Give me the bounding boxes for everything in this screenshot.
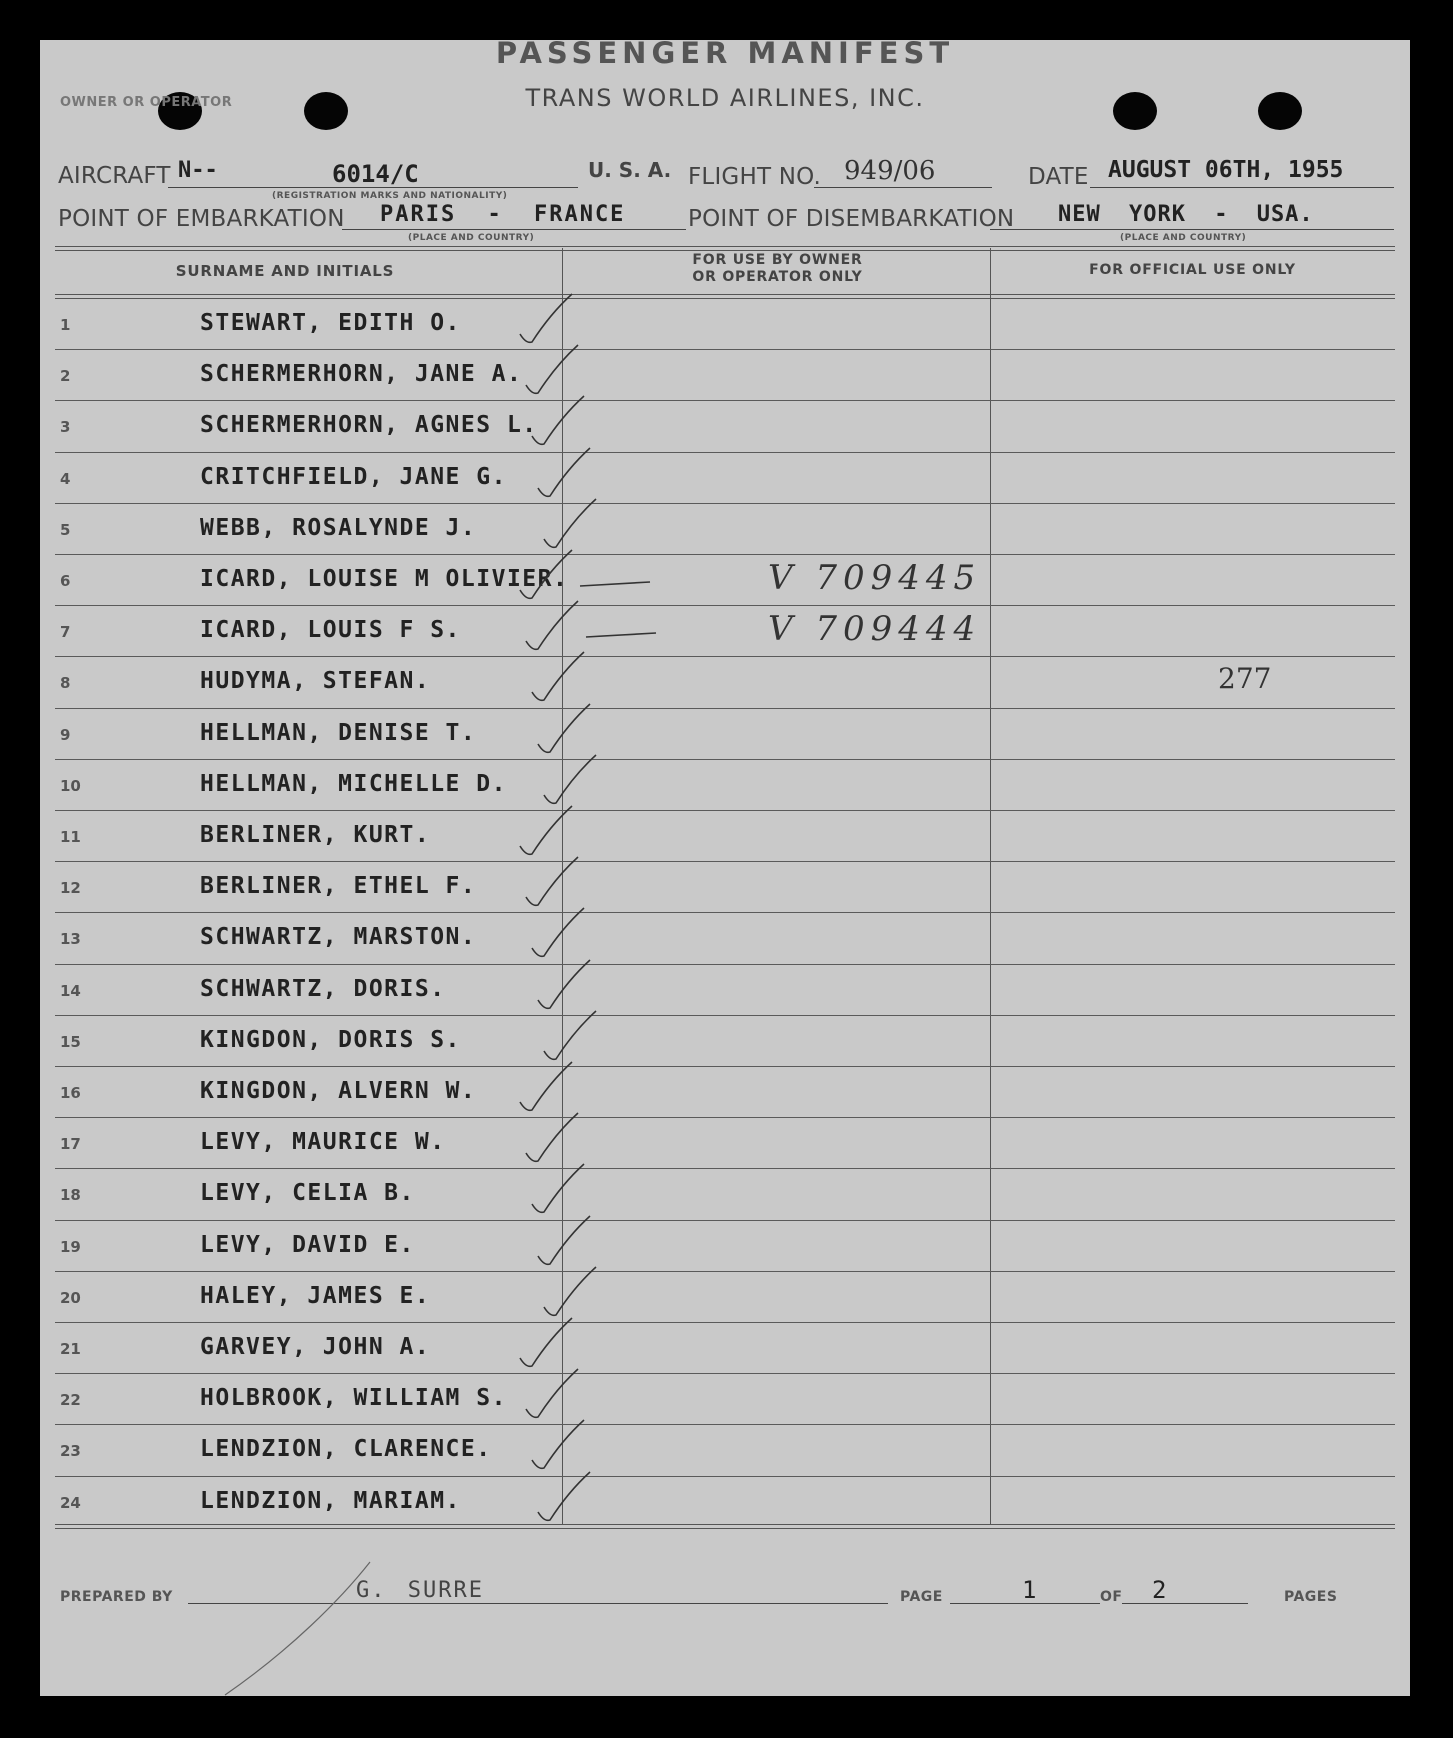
passenger-name: SCHWARTZ, DORIS.	[200, 975, 446, 1002]
row-number: 18	[60, 1186, 81, 1205]
row-number: 9	[60, 725, 71, 744]
row-number: 5	[60, 520, 71, 539]
disembarkation-sublabel: (PLACE AND COUNTRY)	[1120, 233, 1247, 243]
page-total: 2	[1152, 1576, 1167, 1604]
row-number: 22	[60, 1391, 81, 1410]
page-label: PAGE	[900, 1589, 943, 1605]
row-number: 12	[60, 879, 81, 898]
owner-operator-label: OWNER OR OPERATOR	[60, 95, 233, 110]
passenger-name: LEVY, CELIA B.	[200, 1180, 415, 1207]
col-header-surname: SURNAME AND INITIALS	[175, 262, 395, 280]
aircraft-registration: 6014/C	[332, 160, 419, 188]
passenger-name: LENDZION, CLARENCE.	[200, 1436, 492, 1463]
embarkation-sublabel: (PLACE AND COUNTRY)	[408, 233, 535, 243]
col-header-owner-1: FOR USE BY OWNER	[692, 252, 863, 268]
row-number: 6	[60, 572, 71, 590]
row-number: 23	[60, 1442, 81, 1461]
pen-stroke	[220, 1560, 420, 1696]
disembarkation-label: POINT OF DISEMBARKATION	[688, 206, 1015, 232]
col-header-official: FOR OFFICIAL USE ONLY	[1089, 262, 1296, 278]
flight-number: 949/06	[844, 156, 936, 186]
passenger-name: KINGDON, DORIS S.	[200, 1026, 461, 1053]
row-number: 8	[60, 674, 71, 693]
row-number: 15	[60, 1032, 81, 1051]
manifest-sheet	[40, 40, 1410, 1696]
row-number: 11	[60, 828, 81, 846]
operator-note: V 709445	[768, 558, 982, 598]
pages-label: PAGES	[1284, 1589, 1338, 1605]
row-number: 13	[60, 930, 81, 949]
passenger-name: LEVY, DAVID E.	[200, 1231, 415, 1258]
date-label: DATE	[1028, 164, 1089, 190]
row-number: 24	[60, 1493, 81, 1512]
passenger-name: BERLINER, ETHEL F.	[200, 873, 477, 900]
col-header-owner-2: OR OPERATOR ONLY	[692, 269, 863, 285]
passenger-name: HOLBROOK, WILLIAM S.	[200, 1385, 507, 1412]
of-label: OF	[1100, 1589, 1123, 1605]
row-number: 17	[60, 1135, 81, 1154]
passenger-name: LEVY, MAURICE W.	[200, 1129, 446, 1156]
nationality: U. S. A.	[588, 158, 672, 182]
embarkation-label: POINT OF EMBARKATION	[58, 206, 345, 232]
passenger-name: ICARD, LOUISE M OLIVIER.	[200, 566, 569, 592]
embarkation-value: PARIS - FRANCE	[380, 202, 626, 227]
aircraft-sublabel: (REGISTRATION MARKS AND NATIONALITY)	[272, 191, 508, 201]
passenger-name: GARVEY, JOHN A.	[200, 1334, 431, 1360]
passenger-name: BERLINER, KURT.	[200, 822, 431, 848]
disembarkation-value: NEW YORK - USA.	[1058, 202, 1314, 227]
row-number: 20	[60, 1288, 81, 1307]
passenger-name: HUDYMA, STEFAN.	[200, 668, 431, 695]
passenger-name: CRITCHFIELD, JANE G.	[200, 463, 507, 490]
passenger-name: SCHERMERHORN, AGNES L.	[200, 412, 538, 439]
flight-no-label: FLIGHT NO.	[688, 164, 821, 190]
passenger-name: HALEY, JAMES E.	[200, 1282, 431, 1309]
row-number: 21	[60, 1340, 81, 1358]
aircraft-prefix: N--	[178, 158, 218, 183]
aircraft-label: AIRCRAFT	[58, 163, 171, 189]
prepared-by-value: G. SURRE	[356, 1578, 484, 1603]
passenger-name: SCHWARTZ, MARSTON.	[200, 924, 477, 951]
row-number: 19	[60, 1237, 81, 1256]
row-number: 7	[60, 623, 71, 642]
row-number: 2	[60, 367, 71, 386]
passenger-name: ICARD, LOUIS F S.	[200, 617, 461, 644]
operator-note: V 709444	[768, 609, 982, 650]
row-number: 1	[60, 316, 71, 334]
passenger-name: STEWART, EDITH O.	[200, 310, 461, 336]
passenger-name: HELLMAN, DENISE T.	[200, 719, 477, 746]
prepared-by-label: PREPARED BY	[60, 1589, 173, 1605]
passenger-name: WEBB, ROSALYNDE J.	[200, 514, 477, 541]
passenger-name: LENDZION, MARIAM.	[200, 1487, 461, 1514]
passenger-name: SCHERMERHORN, JANE A.	[200, 361, 523, 388]
passenger-name: HELLMAN, MICHELLE D.	[200, 770, 507, 797]
passenger-name: KINGDON, ALVERN W.	[200, 1078, 477, 1104]
row-number: 16	[60, 1084, 81, 1102]
row-number: 14	[60, 981, 81, 1000]
official-note: 277	[1218, 662, 1272, 696]
row-number: 3	[60, 418, 71, 437]
row-number: 4	[60, 469, 71, 488]
flight-date: AUGUST 06TH, 1955	[1108, 157, 1344, 183]
manifest-title: PASSENGER MANIFEST	[495, 40, 955, 70]
airline-name: TRANS WORLD AIRLINES, INC.	[525, 84, 925, 112]
row-number: 10	[60, 776, 81, 795]
page-number: 1	[1022, 1576, 1037, 1604]
